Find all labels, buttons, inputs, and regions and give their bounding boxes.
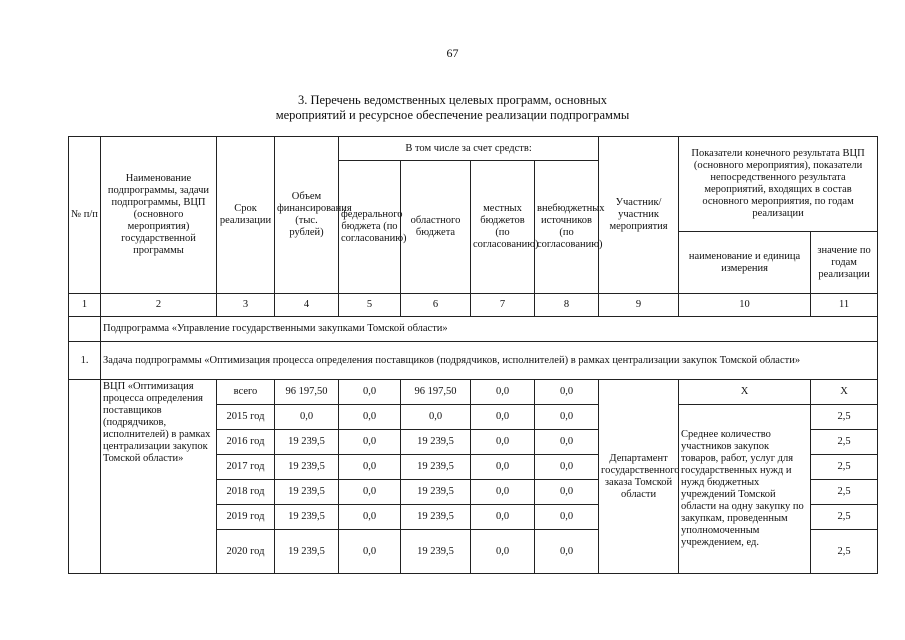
title-line-1: 3. Перечень ведомственных целевых программ, основных — [297, 93, 608, 107]
indicator-name-cell: Х — [679, 380, 811, 405]
header-name: Наименование подпрограммы, задачи подпрограммы, ВЦП (основного мероприятия) государственной программы — [101, 137, 217, 294]
regional-cell: 0,0 — [401, 405, 471, 430]
header-federal: федерального бюджета (по согласованию) — [339, 161, 401, 294]
volume-cell: 19 239,5 — [275, 505, 339, 530]
indicator-value-cell: 2,5 — [811, 430, 878, 455]
extra-cell: 0,0 — [535, 530, 599, 574]
col-number: 7 — [471, 294, 535, 317]
local-cell: 0,0 — [471, 430, 535, 455]
federal-cell: 0,0 — [339, 505, 401, 530]
subprogram-title: Подпрограмма «Управление государственными закупками Томской области» — [101, 317, 878, 342]
volume-cell: 0,0 — [275, 405, 339, 430]
indicator-value-cell: 2,5 — [811, 505, 878, 530]
header-participant: Участник/ участник мероприятия — [599, 137, 679, 294]
header-indicator-name: наименование и единица измерения — [679, 232, 811, 294]
header-term: Срок реализации — [217, 137, 275, 294]
term-cell: 2016 год — [217, 430, 275, 455]
term-cell: всего — [217, 380, 275, 405]
volume-cell: 19 239,5 — [275, 430, 339, 455]
header-extra: внебюджетных источников (по согласованию) — [535, 161, 599, 294]
col-number: 5 — [339, 294, 401, 317]
col-number: 9 — [599, 294, 679, 317]
federal-cell: 0,0 — [339, 380, 401, 405]
col-number: 8 — [535, 294, 599, 317]
col-number: 6 — [401, 294, 471, 317]
program-table — [68, 136, 878, 574]
extra-cell: 0,0 — [535, 430, 599, 455]
column-numbers-row — [69, 294, 878, 317]
indicator-value-cell: 2,5 — [811, 405, 878, 430]
indicator-value-cell: 2,5 — [811, 455, 878, 480]
term-cell: 2017 год — [217, 455, 275, 480]
regional-cell: 19 239,5 — [401, 505, 471, 530]
regional-cell: 96 197,50 — [401, 380, 471, 405]
federal-cell: 0,0 — [339, 430, 401, 455]
header-indicator-value: значение по годам реализации — [811, 232, 878, 294]
volume-cell: 19 239,5 — [275, 530, 339, 574]
subprogram-row — [69, 317, 878, 342]
indicator-name: Среднее количество участников закупок товаров, работ, услуг для государственных нужд и нужд бюджетных учреждений Томской области на одну закупку по закупкам, проведенным уполномоченным учреждением, ед. — [679, 405, 811, 574]
col-number: 2 — [101, 294, 217, 317]
col-number: 3 — [217, 294, 275, 317]
header-num: № п/п — [69, 137, 101, 294]
col-number: 1 — [69, 294, 101, 317]
title-line-2: мероприятий и ресурсное обеспечение реализации подпрограммы — [275, 108, 630, 122]
local-cell: 0,0 — [471, 530, 535, 574]
volume-cell: 96 197,50 — [275, 380, 339, 405]
page-title — [0, 93, 905, 123]
local-cell: 0,0 — [471, 505, 535, 530]
col-number: 4 — [275, 294, 339, 317]
extra-cell: 0,0 — [535, 455, 599, 480]
volume-cell: 19 239,5 — [275, 455, 339, 480]
participant-cell: Департамент государственного заказа Томской области — [599, 380, 679, 574]
header-local: местных бюджетов (по согласованию) — [471, 161, 535, 294]
regional-cell: 19 239,5 — [401, 430, 471, 455]
extra-cell: 0,0 — [535, 405, 599, 430]
regional-cell: 19 239,5 — [401, 455, 471, 480]
extra-cell: 0,0 — [535, 380, 599, 405]
term-cell: 2020 год — [217, 530, 275, 574]
local-cell: 0,0 — [471, 380, 535, 405]
federal-cell: 0,0 — [339, 530, 401, 574]
regional-cell: 19 239,5 — [401, 530, 471, 574]
federal-cell: 0,0 — [339, 405, 401, 430]
header-including: В том числе за счет средств: — [339, 137, 599, 161]
indicator-value-cell: 2,5 — [811, 480, 878, 505]
volume-cell: 19 239,5 — [275, 480, 339, 505]
federal-cell: 0,0 — [339, 480, 401, 505]
task-row — [69, 342, 878, 380]
header-volume: Объем финансирования (тыс. рублей) — [275, 137, 339, 294]
local-cell: 0,0 — [471, 405, 535, 430]
term-cell: 2018 год — [217, 480, 275, 505]
table-row — [69, 380, 878, 405]
extra-cell: 0,0 — [535, 505, 599, 530]
page-number: 67 — [446, 46, 459, 60]
task-number: 1. — [69, 342, 101, 380]
indicator-value-cell: 2,5 — [811, 530, 878, 574]
task-title: Задача подпрограммы «Оптимизация процесса определения поставщиков (подрядчиков, исполнителей) в рамках централизации закупок Томской области» — [101, 342, 878, 380]
vcp-name: ВЦП «Оптимизация процесса определения поставщиков (подрядчиков, исполнителей) в рамках централизации закупок Томской области» — [101, 380, 217, 574]
term-cell: 2019 год — [217, 505, 275, 530]
header-regional: областного бюджета — [401, 161, 471, 294]
extra-cell: 0,0 — [535, 480, 599, 505]
local-cell: 0,0 — [471, 455, 535, 480]
col-number: 11 — [811, 294, 878, 317]
local-cell: 0,0 — [471, 480, 535, 505]
indicator-value-cell: Х — [811, 380, 878, 405]
col-number: 10 — [679, 294, 811, 317]
regional-cell: 19 239,5 — [401, 480, 471, 505]
header-indicators: Показатели конечного результата ВЦП (основного мероприятия), показатели непосредственного результата мероприятий, входящих в состав основного мероприятия, по годам реализации — [679, 137, 878, 232]
term-cell: 2015 год — [217, 405, 275, 430]
federal-cell: 0,0 — [339, 455, 401, 480]
